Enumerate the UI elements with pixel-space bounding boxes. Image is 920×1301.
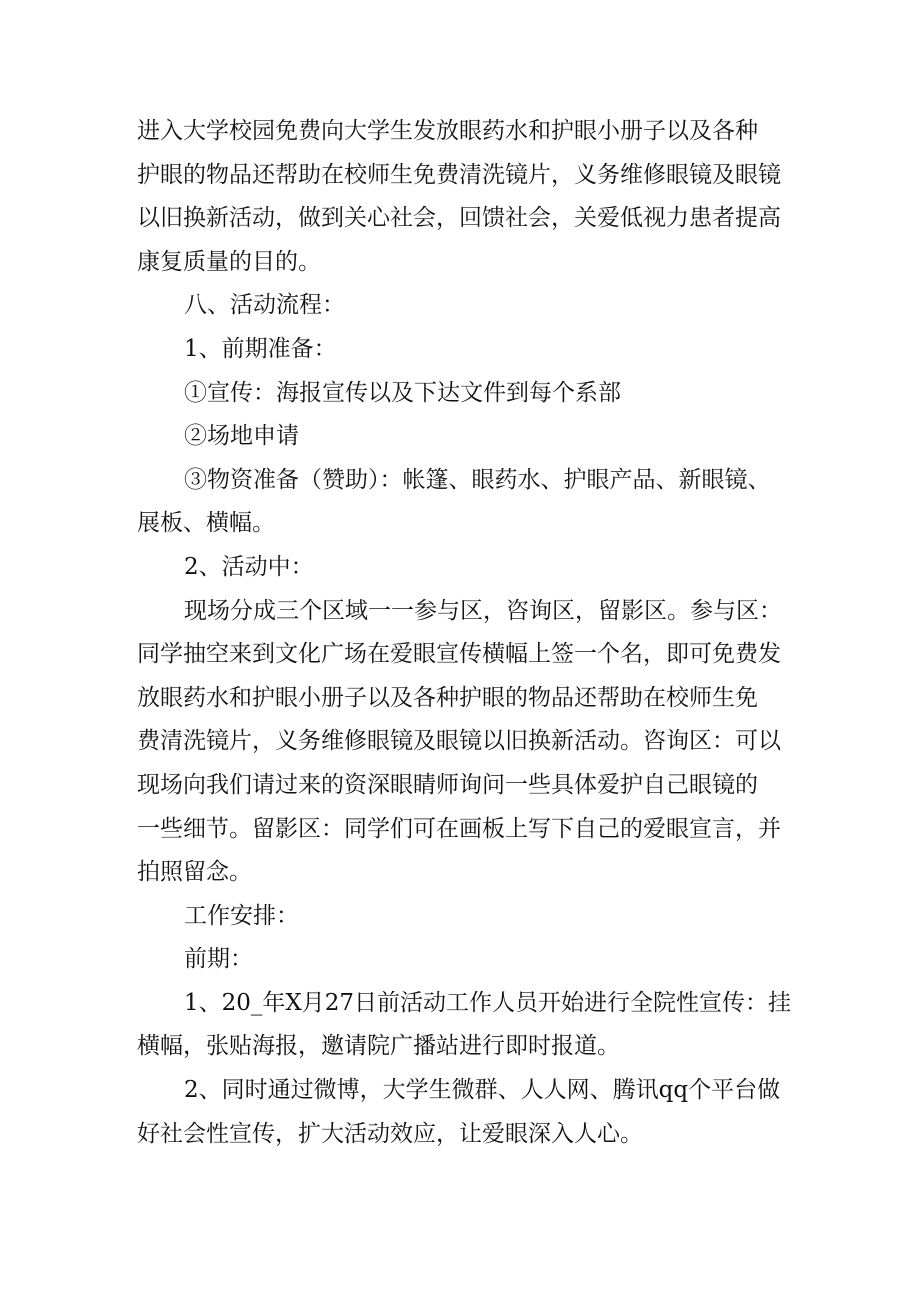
text-line: 同学抽空来到文化广场在爱眼宣传横幅上签一个名，即可免费发 [137, 641, 781, 668]
text-line: 展板、横幅。 [137, 510, 275, 537]
text-line: 好社会性宣传，扩大活动效应，让爱眼深入人心。 [137, 1120, 643, 1147]
list-item: ②场地申请 [184, 423, 299, 450]
text-line: 费清洗镜片，义务维修眼镜及眼镜以旧换新活动。咨询区：可以 [137, 728, 781, 755]
text-line: 放眼药水和护眼小册子以及各种护眼的物品还帮助在校师生免 [137, 684, 758, 711]
subsection-heading: 2、活动中： [184, 553, 314, 580]
list-item: ①宣传：海报宣传以及下达文件到每个系部 [184, 379, 621, 406]
list-item: ③物资准备（赞助）：帐篷、眼药水、护眼产品、新眼镜、 [184, 466, 771, 493]
text-line: 拍照留念。 [137, 859, 252, 886]
text-line: 进入大学校园免费向大学生发放眼药水和护眼小册子以及各种 [137, 118, 758, 144]
subsection-heading: 前期： [184, 946, 253, 973]
text-line: 以旧换新活动，做到关心社会，回馈社会，关爱低视力患者提高 [137, 205, 781, 232]
text-line: 横幅，张贴海报，邀请院广播站进行即时报道。 [137, 1033, 620, 1060]
section-heading: 八、活动流程： [184, 292, 345, 319]
text-line: 现场向我们请过来的资深眼睛师询问一些具体爱护自己眼镜的 [137, 771, 758, 798]
paragraph-start: 现场分成三个区域一一参与区，咨询区，留影区。参与区： [184, 597, 782, 624]
document-body [137, 110, 792, 1156]
subsection-heading: 1、前期准备： [184, 335, 337, 362]
text-line: 护眼的物品还帮助在校师生免费清洗镜片，义务维修眼镜及眼镜 [137, 161, 781, 188]
paragraph-start: 1、20_年X月27日前活动工作人员开始进行全院性宣传：挂 [184, 989, 792, 1016]
text-line: 康复质量的目的。 [137, 248, 321, 275]
text-line: 一些细节。留影区：同学们可在画板上写下自己的爱眼宣言，并 [137, 815, 781, 842]
section-heading: 工作安排： [184, 902, 299, 929]
paragraph-start: 2、同时通过微博，大学生微群、人人网、腾讯qq个平台做 [184, 1077, 781, 1104]
